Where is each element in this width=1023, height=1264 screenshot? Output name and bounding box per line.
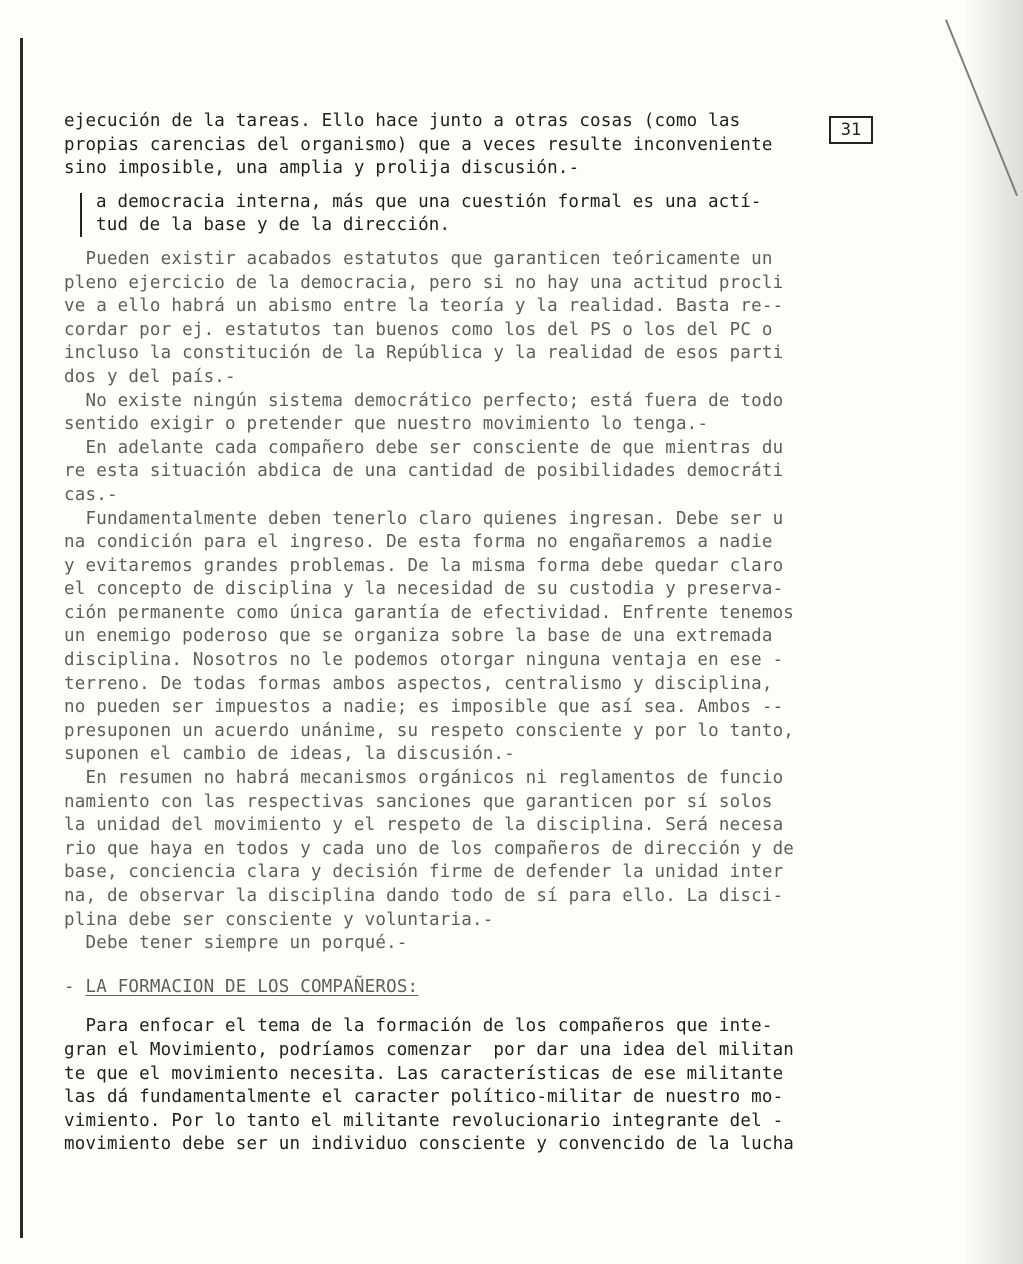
text-line: la unidad del movimiento y el respeto de la disciplina. Será necesa [64, 815, 784, 836]
text-line: sentido exigir o pretender que nuestro movimiento lo tenga.- [64, 414, 709, 435]
text-line: rio que haya en todos y cada uno de los compañeros de dirección y de [64, 838, 795, 859]
text-line: base, conciencia clara y decisión firme de defender la unidad inter [64, 862, 784, 883]
text-line: propias carencias del organismo) que a veces resulte inconveniente [64, 134, 773, 155]
spacer [64, 956, 884, 976]
text-line: sino imposible, una amplia y prolija discusión.- [64, 158, 580, 179]
text-line: re esta situación abdica de una cantidad de posibilidades democráti [64, 461, 784, 482]
page-number: 31 [829, 116, 873, 144]
text-line: ción permanente como única garantía de efectividad. Enfrente tenemos [64, 602, 795, 623]
text-line: pleno ejercicio de la democracia, pero si no hay una actitud procli [64, 272, 784, 293]
text-line: movimiento debe ser un individuo consciente y convencido de la lucha [64, 1134, 795, 1155]
text-line: te que el movimiento necesita. Las características de ese militante [64, 1063, 784, 1084]
text-line: Pueden existir acabados estatutos que garanticen teóricamente un [64, 248, 773, 269]
text-line: En resumen no habrá mecanismos orgánicos ni reglamentos de funcio [64, 768, 784, 789]
text-line: suponen el cambio de ideas, la discusión.- [64, 744, 515, 765]
section-heading [64, 976, 884, 1000]
text-line: Para enfocar el tema de la formación de los compañeros que inte- [64, 1016, 773, 1037]
paragraph-intro [64, 110, 884, 181]
heading-text: LA FORMACION DE LOS COMPAÑEROS: [85, 976, 419, 997]
text-line: na, de observar la disciplina dando todo de sí para ello. La disci- [64, 886, 784, 906]
document-body [64, 110, 884, 1157]
text-line: disciplina. Nosotros no le podemos otorgar ninguna ventaja en ese - [64, 650, 784, 671]
text-line: un enemigo poderoso que se organiza sobre la base de una extremada [64, 626, 773, 647]
spacer [64, 181, 884, 191]
text-line: no pueden ser impuestos a nadie; es imposible que así sea. Ambos -- [64, 697, 784, 718]
text-line: na condición para el ingreso. De esta forma no engañaremos a nadie [64, 532, 773, 553]
paragraph-democracy [64, 248, 884, 956]
text-line: tud de la base y de la dirección. [96, 215, 451, 236]
heading-dash: - [64, 976, 86, 997]
scan-edge-shadow [963, 0, 1023, 1264]
text-line: cas.- [64, 484, 118, 505]
text-line: gran el Movimiento, podríamos comenzar por dar una idea del militan [64, 1039, 795, 1060]
highlighted-statement [48, 191, 884, 238]
text-line: plina debe ser consciente y voluntaria.- [64, 909, 494, 930]
margin-bracket [80, 193, 82, 237]
text-line: vimiento. Por lo tanto el militante revolucionario integrante del - [64, 1110, 784, 1131]
text-line: En adelante cada compañero debe ser consciente de que mientras du [64, 437, 784, 458]
text-line: incluso la constitución de la República y la realidad de esos parti [64, 343, 784, 364]
text-line: el concepto de disciplina y la necesidad de su custodia y preserva- [64, 579, 784, 600]
text-line: No existe ningún sistema democrático perfecto; está fuera de todo [64, 390, 784, 411]
text-line: las dá fundamentalmente el caracter político-militar de nuestro mo- [64, 1087, 784, 1108]
text-line: ejecución de la tareas. Ello hace junto a otras cosas (como las [64, 111, 741, 131]
text-line: ve a ello habrá un abismo entre la teoría y la realidad. Basta re-- [64, 296, 784, 317]
text-line: terreno. De todas formas ambos aspectos, centralismo y disciplina, [64, 673, 773, 694]
text-line: namiento con las respectivas sanciones que garanticen por sí solos [64, 791, 773, 812]
spacer [64, 238, 884, 248]
left-margin-rule [20, 38, 23, 1238]
paragraph-formation [64, 1015, 884, 1157]
text-line: y evitaremos grandes problemas. De la misma forma debe quedar claro [64, 555, 784, 576]
text-line: dos y del país.- [64, 366, 236, 387]
text-line: Debe tener siempre un porqué.- [64, 933, 408, 954]
text-line: presuponen un acuerdo unánime, su respeto consciente y por lo tanto, [64, 720, 795, 741]
spacer [64, 999, 884, 1015]
text-line: a democracia interna, más que una cuestión formal es una actí- [96, 191, 762, 212]
section-heading-row [64, 976, 884, 1000]
text-line: Fundamentalmente deben tenerlo claro quienes ingresan. Debe ser u [64, 508, 784, 529]
text-line: cordar por ej. estatutos tan buenos como los del PS o los del PC o [64, 319, 773, 340]
